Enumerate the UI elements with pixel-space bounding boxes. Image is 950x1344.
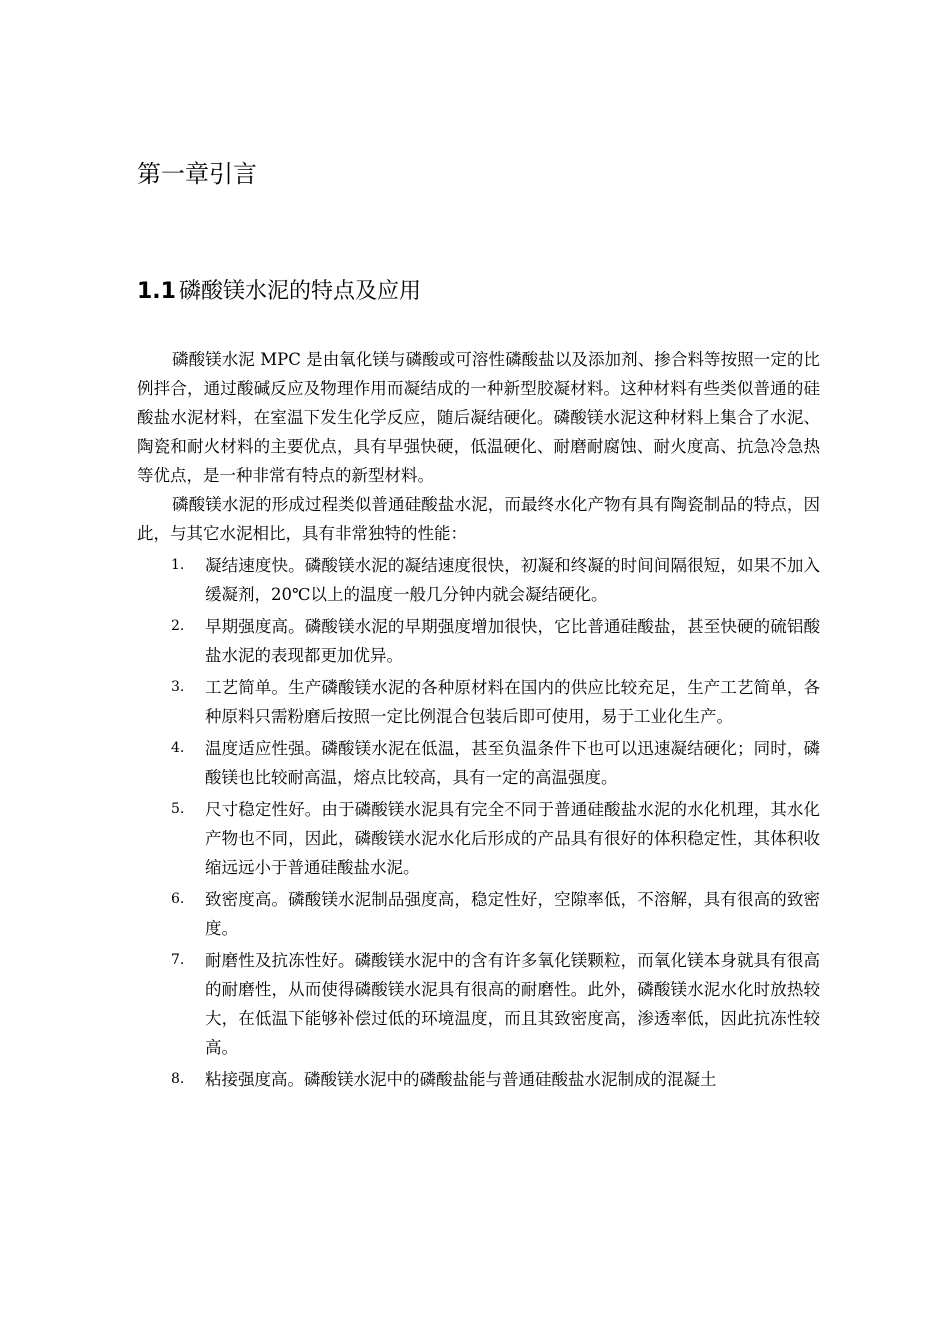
list-item: [137, 946, 820, 1062]
list-text: 耐磨性及抗冻性好。磷酸镁水泥中的含有许多氧化镁颗粒，而氧化镁本身就具有很高的耐磨性，从而使得磷酸镁水泥具有很高的耐磨性。此外，磷酸镁水泥水化时放热较大，在低温下能够补偿过低的环境温度，而且其致密度高，渗透率低，因此抗冻性较高。: [205, 951, 820, 1057]
list-number: 3.: [171, 679, 185, 695]
list-text: 温度适应性强。磷酸镁水泥在低温，甚至负温条件下也可以迅速凝结硬化；同时，磷酸镁也比较耐高温，熔点比较高，具有一定的高温强度。: [205, 739, 820, 787]
list-text: 工艺简单。生产磷酸镁水泥的各种原材料在国内的供应比较充足，生产工艺简单，各种原料只需粉磨后按照一定比例混合包装后即可使用，易于工业化生产。: [205, 678, 820, 726]
list-number: 7.: [171, 952, 185, 968]
list-number: 4.: [171, 740, 185, 756]
list-item: [137, 612, 820, 670]
list-text: 致密度高。磷酸镁水泥制品强度高，稳定性好，空隙率低，不溶解，具有很高的致密度。: [205, 890, 820, 938]
chapter-title: 第一章引言: [137, 160, 257, 188]
list-text: 凝结速度快。磷酸镁水泥的凝结速度很快，初凝和终凝的时间间隔很短，如果不加入缓凝剂，20℃以上的温度一般几分钟内就会凝结硬化。: [205, 556, 820, 604]
properties-list: [137, 551, 820, 1094]
list-item: [137, 673, 820, 731]
list-text: 尺寸稳定性好。由于磷酸镁水泥具有完全不同于普通硅酸盐水泥的水化机理，其水化产物也不同，因此，磷酸镁水泥水化后形成的产品具有很好的体积稳定性，其体积收缩远远小于普通硅酸盐水泥。: [205, 800, 820, 877]
paragraph-intro: 磷酸镁水泥 MPC 是由氧化镁与磷酸或可溶性磷酸盐以及添加剂、掺合料等按照一定的比例拌合，通过酸碱反应及物理作用而凝结成的一种新型胶凝材料。这种材料有些类似普通的硅酸盐水泥材料，在室温下发生化学反应，随后凝结硬化。磷酸镁水泥这种材料上集合了水泥、陶瓷和耐火材料的主要优点，具有早强快硬，低温硬化、耐磨耐腐蚀、耐火度高、抗急冷急热等优点，是一种非常有特点的新型材料。: [137, 350, 820, 485]
body-text: [137, 345, 820, 1094]
section-title: 磷酸镁水泥的特点及应用: [178, 279, 421, 304]
list-item: [137, 795, 820, 882]
list-text: 粘接强度高。磷酸镁水泥中的磷酸盐能与普通硅酸盐水泥制成的混凝土: [205, 1070, 717, 1089]
list-item: [137, 551, 820, 609]
list-number: 8.: [171, 1071, 185, 1087]
list-item: [137, 734, 820, 792]
list-text: 早期强度高。磷酸镁水泥的早期强度增加很快，它比普通硅酸盐，甚至快硬的硫铝酸盐水泥的表现都更加优异。: [205, 617, 820, 665]
list-number: 5.: [171, 801, 185, 817]
list-number: 2.: [171, 618, 185, 634]
list-number: 1.: [171, 557, 185, 573]
section-heading: [137, 279, 421, 305]
list-item: [137, 1065, 820, 1094]
paragraph-properties: 磷酸镁水泥的形成过程类似普通硅酸盐水泥，而最终水化产物有具有陶瓷制品的特点，因此，与其它水泥相比，具有非常独特的性能：: [137, 495, 820, 543]
section-number: 1.1: [137, 279, 176, 304]
list-number: 6.: [171, 891, 185, 907]
list-item: [137, 885, 820, 943]
